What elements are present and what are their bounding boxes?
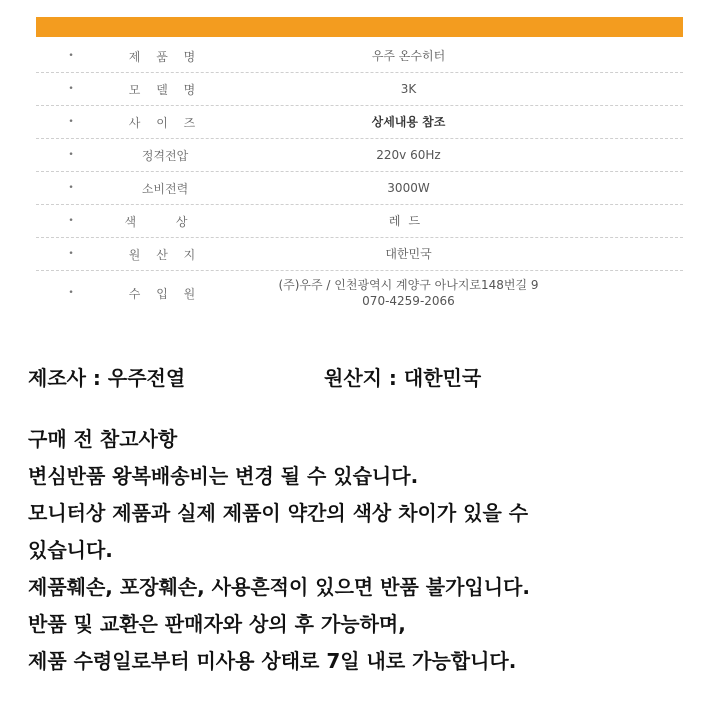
notice-line: 반품 및 교환은 판매자와 상의 후 가능하며,: [28, 612, 406, 636]
bullet-icon: •: [68, 117, 74, 127]
bullet-icon: •: [68, 150, 74, 160]
bullet-icon: •: [68, 183, 74, 193]
spec-value: 3000W: [387, 181, 430, 195]
spec-value: 우주 온수히터: [371, 49, 446, 63]
spec-label: 수 입 원: [128, 286, 202, 301]
notice-line: 제품 수령일로부터 미사용 상태로 7일 내로 가능합니다.: [28, 649, 517, 673]
bullet-icon: •: [68, 288, 74, 298]
notice-line: 있습니다.: [28, 538, 113, 562]
spec-table: [36, 40, 683, 315]
spec-label: 정격전압: [141, 148, 189, 163]
spec-row-color: [36, 205, 683, 238]
spec-row-importer: [36, 271, 683, 315]
spec-value: 레드: [388, 214, 429, 228]
spec-label: 사 이 즈: [128, 115, 202, 130]
spec-value: 220v 60Hz: [376, 148, 441, 162]
spec-value: 상세내용 참조: [371, 115, 446, 129]
spec-row-size: [36, 106, 683, 139]
purchase-notice: [28, 360, 530, 680]
spec-label: 원 산 지: [128, 247, 202, 262]
spec-row-power: [36, 172, 683, 205]
notice-line: 모니터상 제품과 실제 제품이 약간의 색상 차이가 있을 수: [28, 501, 529, 525]
spec-label: 소비전력: [141, 181, 189, 196]
spec-row-origin: [36, 238, 683, 271]
spec-row-voltage: [36, 139, 683, 172]
manufacturer-text: 제조사 : 우주전열: [28, 366, 186, 390]
spec-label: 제 품 명: [128, 49, 202, 64]
spec-row-model: [36, 73, 683, 106]
spec-value: 3K: [400, 82, 417, 96]
bullet-icon: •: [68, 216, 74, 226]
spec-value-importer: [224, 277, 683, 309]
spec-value: 대한민국: [385, 247, 432, 261]
notice-heading: 구매 전 참고사항: [28, 427, 178, 451]
spec-label: 색 상: [124, 214, 206, 229]
spec-label: 모 델 명: [128, 82, 202, 97]
maker-origin-line: [28, 360, 530, 397]
bullet-icon: •: [68, 249, 74, 259]
importer-address: (주)우주 / 인천광역시 계양구 아나지로148번길 9: [278, 278, 539, 292]
importer-phone: 070-4259-2066: [362, 294, 455, 308]
origin-text: 원산지 : 대한민국: [324, 366, 482, 390]
bullet-icon: •: [68, 51, 74, 61]
notice-line: 변심반품 왕복배송비는 변경 될 수 있습니다.: [28, 464, 419, 488]
orange-header-bar: [36, 17, 683, 37]
bullet-icon: •: [68, 84, 74, 94]
notice-line: 제품훼손, 포장훼손, 사용흔적이 있으면 반품 불가입니다.: [28, 575, 530, 599]
spec-row-product-name: [36, 40, 683, 73]
